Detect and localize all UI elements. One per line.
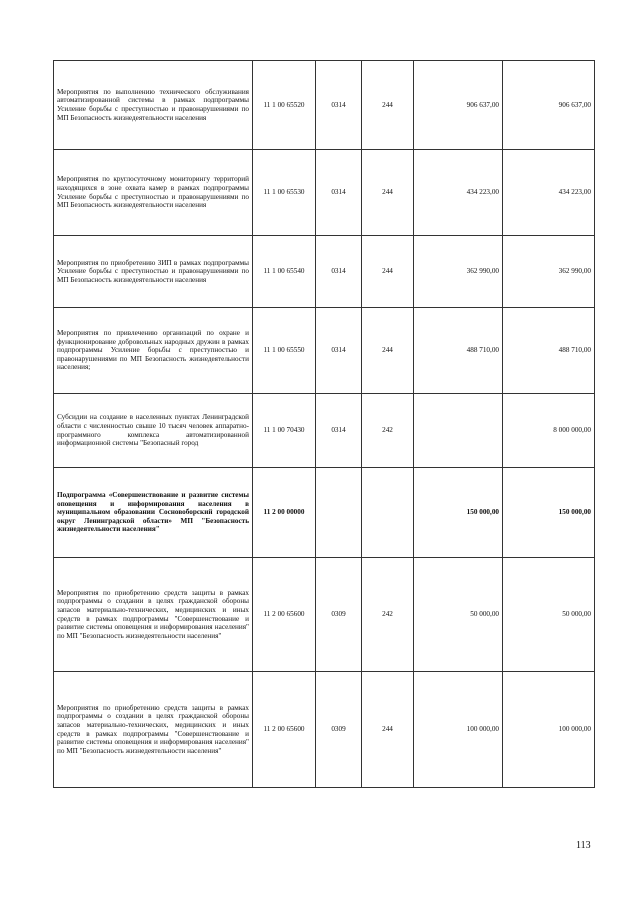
page-number: 113 <box>576 840 591 851</box>
subprogram-row <box>54 468 595 558</box>
amount-cell: 50 000,00 <box>414 558 503 672</box>
description-cell: Мероприятия по приобретению средств защиты в рамках подпрограммы о создании в целях гражданской обороны запасов материально-технических, медицинских и иных средств в рамках подпрограммы "Совершенствование и развитие системы оповещения и информирования населения" по МП "Безопасность жизнедеятельности населения" <box>54 558 253 672</box>
section-code-cell: 0314 <box>316 150 362 236</box>
section-code-cell: 0314 <box>316 236 362 308</box>
table-row <box>54 672 595 788</box>
description-cell: Мероприятия по привлечению организаций по охране и функционирование добровольных народных дружин в рамках подпрограммы Усиление борьбы с преступностью и правонарушениями по МП Безопасность жизнедеятельности населения; <box>54 308 253 394</box>
table-row <box>54 150 595 236</box>
table-row <box>54 394 595 468</box>
expense-type-cell: 244 <box>362 308 414 394</box>
expense-type-cell: 244 <box>362 150 414 236</box>
amount-cell: 100 000,00 <box>414 672 503 788</box>
target-code-cell: 11 2 00 65600 <box>253 672 316 788</box>
budget-table-body <box>54 61 595 788</box>
section-code-cell: 0314 <box>316 308 362 394</box>
table-row <box>54 308 595 394</box>
amount-cell: 434 223,00 <box>414 150 503 236</box>
target-code-cell: 11 1 00 70430 <box>253 394 316 468</box>
budget-table <box>53 60 595 788</box>
amount-total-cell: 150 000,00 <box>503 468 595 558</box>
description-cell: Подпрограмма «Совершенствование и развитие системы оповещения и информирования населения в муниципальном образовании Сосновоборский городской округ Ленинградской области» МП "Безопасность жизнедеятельности населения" <box>54 468 253 558</box>
expense-type-cell: 242 <box>362 558 414 672</box>
target-code-cell: 11 1 00 65540 <box>253 236 316 308</box>
amount-total-cell: 8 000 000,00 <box>503 394 595 468</box>
expense-type-cell <box>362 468 414 558</box>
description-cell: Мероприятия по приобретению ЗИП в рамках подпрограммы Усиление борьбы с преступностью и правонарушениями по МП Безопасность жизнедеятельности населения <box>54 236 253 308</box>
amount-total-cell: 906 637,00 <box>503 61 595 150</box>
table-row <box>54 236 595 308</box>
table-row <box>54 558 595 672</box>
amount-cell <box>414 394 503 468</box>
section-code-cell: 0309 <box>316 672 362 788</box>
expense-type-cell: 244 <box>362 672 414 788</box>
amount-cell: 906 637,00 <box>414 61 503 150</box>
amount-total-cell: 100 000,00 <box>503 672 595 788</box>
amount-cell: 362 990,00 <box>414 236 503 308</box>
section-code-cell <box>316 468 362 558</box>
table-row <box>54 61 595 150</box>
expense-type-cell: 244 <box>362 61 414 150</box>
amount-cell: 150 000,00 <box>414 468 503 558</box>
amount-total-cell: 488 710,00 <box>503 308 595 394</box>
description-cell: Мероприятия по приобретению средств защиты в рамках подпрограммы о создании в целях гражданской обороны запасов материально-технических, медицинских и иных средств в рамках подпрограммы "Совершенствование и развитие системы оповещения и информирования населения" по МП "Безопасность жизнедеятельности населения" <box>54 672 253 788</box>
target-code-cell: 11 1 00 65520 <box>253 61 316 150</box>
amount-total-cell: 50 000,00 <box>503 558 595 672</box>
amount-total-cell: 362 990,00 <box>503 236 595 308</box>
section-code-cell: 0309 <box>316 558 362 672</box>
target-code-cell: 11 1 00 65530 <box>253 150 316 236</box>
amount-total-cell: 434 223,00 <box>503 150 595 236</box>
target-code-cell: 11 1 00 65550 <box>253 308 316 394</box>
expense-type-cell: 244 <box>362 236 414 308</box>
description-cell: Мероприятия по круглосуточному мониторингу территорий находящихся в зоне охвата камер в рамках подпрограммы Усиление борьбы с преступностью и правонарушениями по МП Безопасность жизнедеятельности населения <box>54 150 253 236</box>
amount-cell: 488 710,00 <box>414 308 503 394</box>
target-code-cell: 11 2 00 65600 <box>253 558 316 672</box>
section-code-cell: 0314 <box>316 61 362 150</box>
target-code-cell: 11 2 00 00000 <box>253 468 316 558</box>
description-cell: Субсидии на создание в населенных пунктах Ленинградской области с численностью свыше 10 тысяч человек аппаратно-программного комплекса автоматизированной информационной системы "Безопасный город <box>54 394 253 468</box>
section-code-cell: 0314 <box>316 394 362 468</box>
description-cell: Мероприятия по выполнению технического обслуживания автоматизированной системы в рамках подпрограммы Усиление борьбы с преступностью и правонарушениями по МП Безопасность жизнедеятельности населения <box>54 61 253 150</box>
expense-type-cell: 242 <box>362 394 414 468</box>
